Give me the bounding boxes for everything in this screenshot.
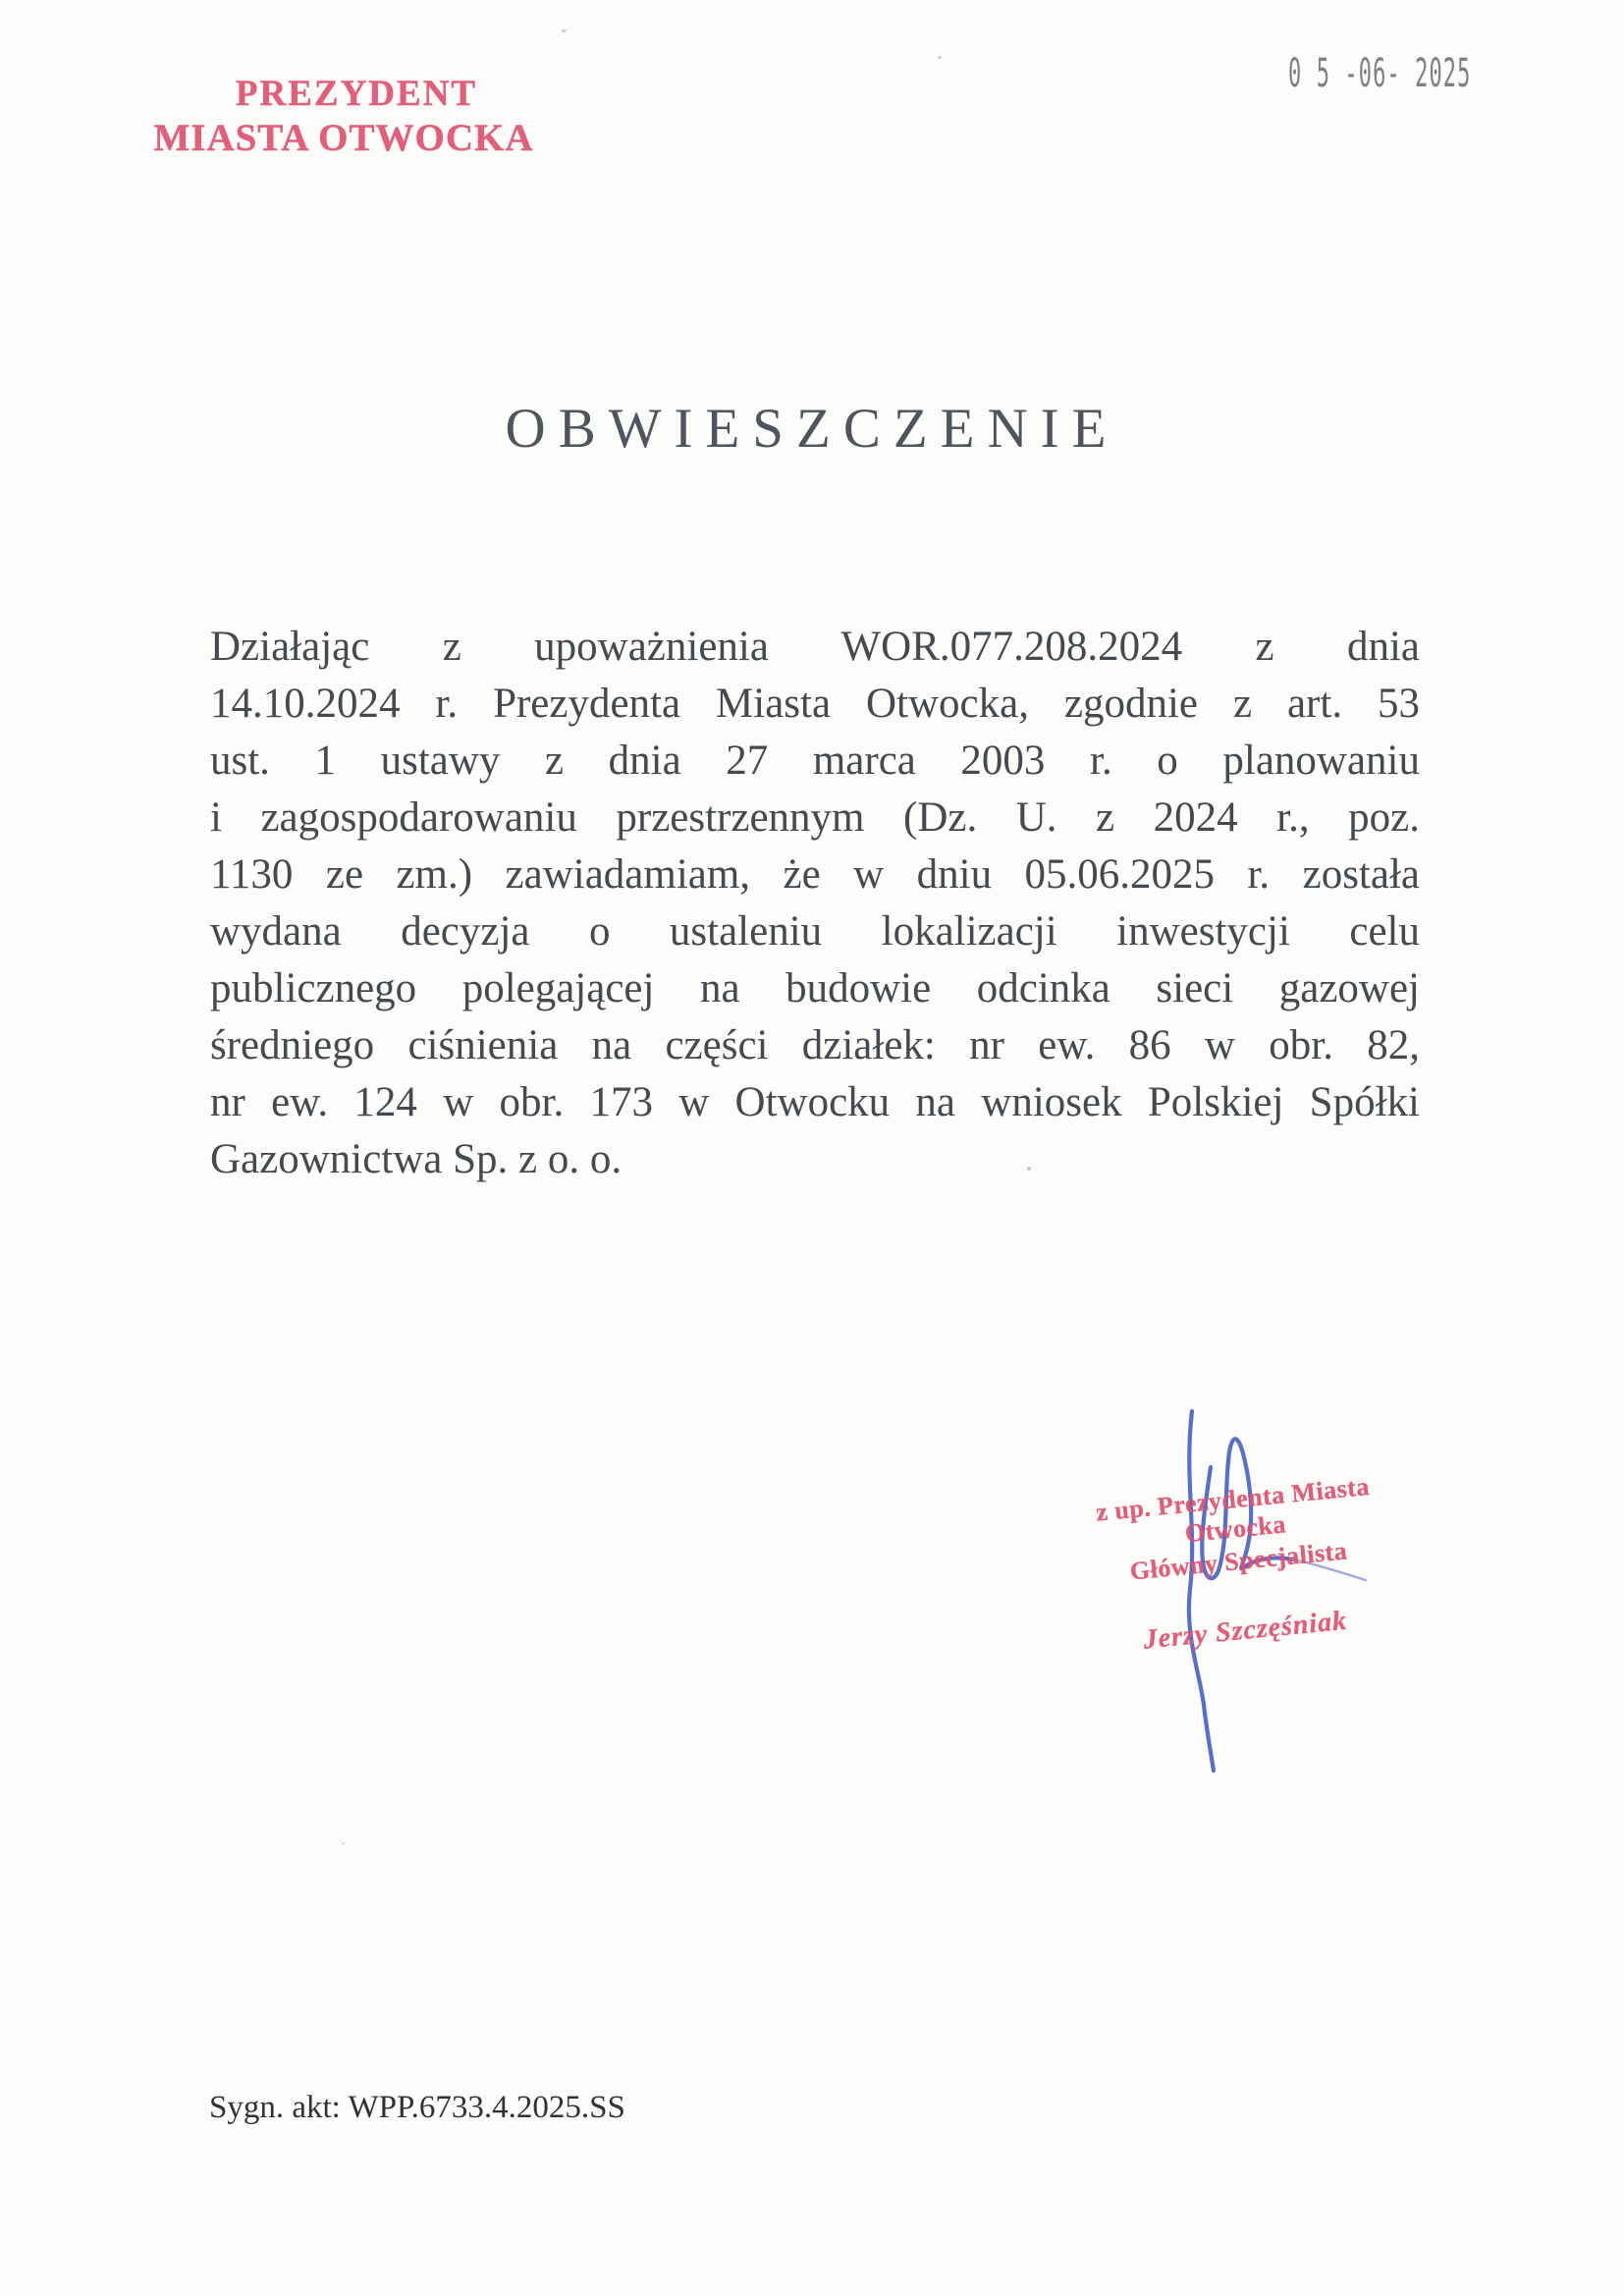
body-line: nr ew. 124 w obr. 173 w Otwocku na wniosek Polskiej Spółki <box>210 1079 1420 1125</box>
body-line: publicznego polegającej na budowie odcinka sieci gazowej <box>210 965 1420 1011</box>
scan-speck <box>562 29 567 32</box>
signer-stamp-line1: z up. Prezydenta Miasta Otwocka <box>1094 1471 1372 1549</box>
authority-stamp-line2: MIASTA OTWOCKA <box>153 117 534 159</box>
date-received-stamp: 0 5 -06- 2025 <box>1288 51 1472 96</box>
body-paragraph <box>210 619 1420 1188</box>
scan-speck <box>938 56 942 59</box>
authority-stamp <box>147 73 540 161</box>
signer-stamp <box>1046 1467 1433 1665</box>
case-reference: Sygn. akt: WPP.6733.4.2025.SS <box>209 2090 625 2125</box>
body-line: 1130 ze zm.) zawiadamiam, że w dniu 05.06.2025 r. została <box>210 851 1420 898</box>
document-title: OBWIESZCZENIE <box>505 398 1119 460</box>
authority-stamp-line1: PREZYDENT <box>235 74 478 114</box>
scan-speck <box>1027 1167 1031 1171</box>
signer-name: Jerzy Szczęśniak <box>1142 1605 1349 1656</box>
signer-stamp-line2: Główny Specjalista <box>1128 1536 1349 1586</box>
body-line: 14.10.2024 r. Prezydenta Miasta Otwocka, zgodnie z art. 53 <box>210 681 1420 727</box>
body-line: Gazownictwa Sp. z o. o. <box>210 1136 623 1182</box>
body-line: i zagospodarowaniu przestrzennym (Dz. U. z 2024 r., poz. <box>210 794 1420 841</box>
body-line: średniego ciśnienia na części działek: nr ew. 86 w obr. 82, <box>210 1022 1420 1068</box>
body-line: Działając z upoważnienia WOR.077.208.2024 z dnia <box>210 624 1420 670</box>
body-line: ust. 1 ustawy z dnia 27 marca 2003 r. o planowaniu <box>210 738 1420 784</box>
scan-speck <box>342 1842 345 1845</box>
body-line: wydana decyzja o ustaleniu lokalizacji inwestycji celu <box>210 908 1420 955</box>
